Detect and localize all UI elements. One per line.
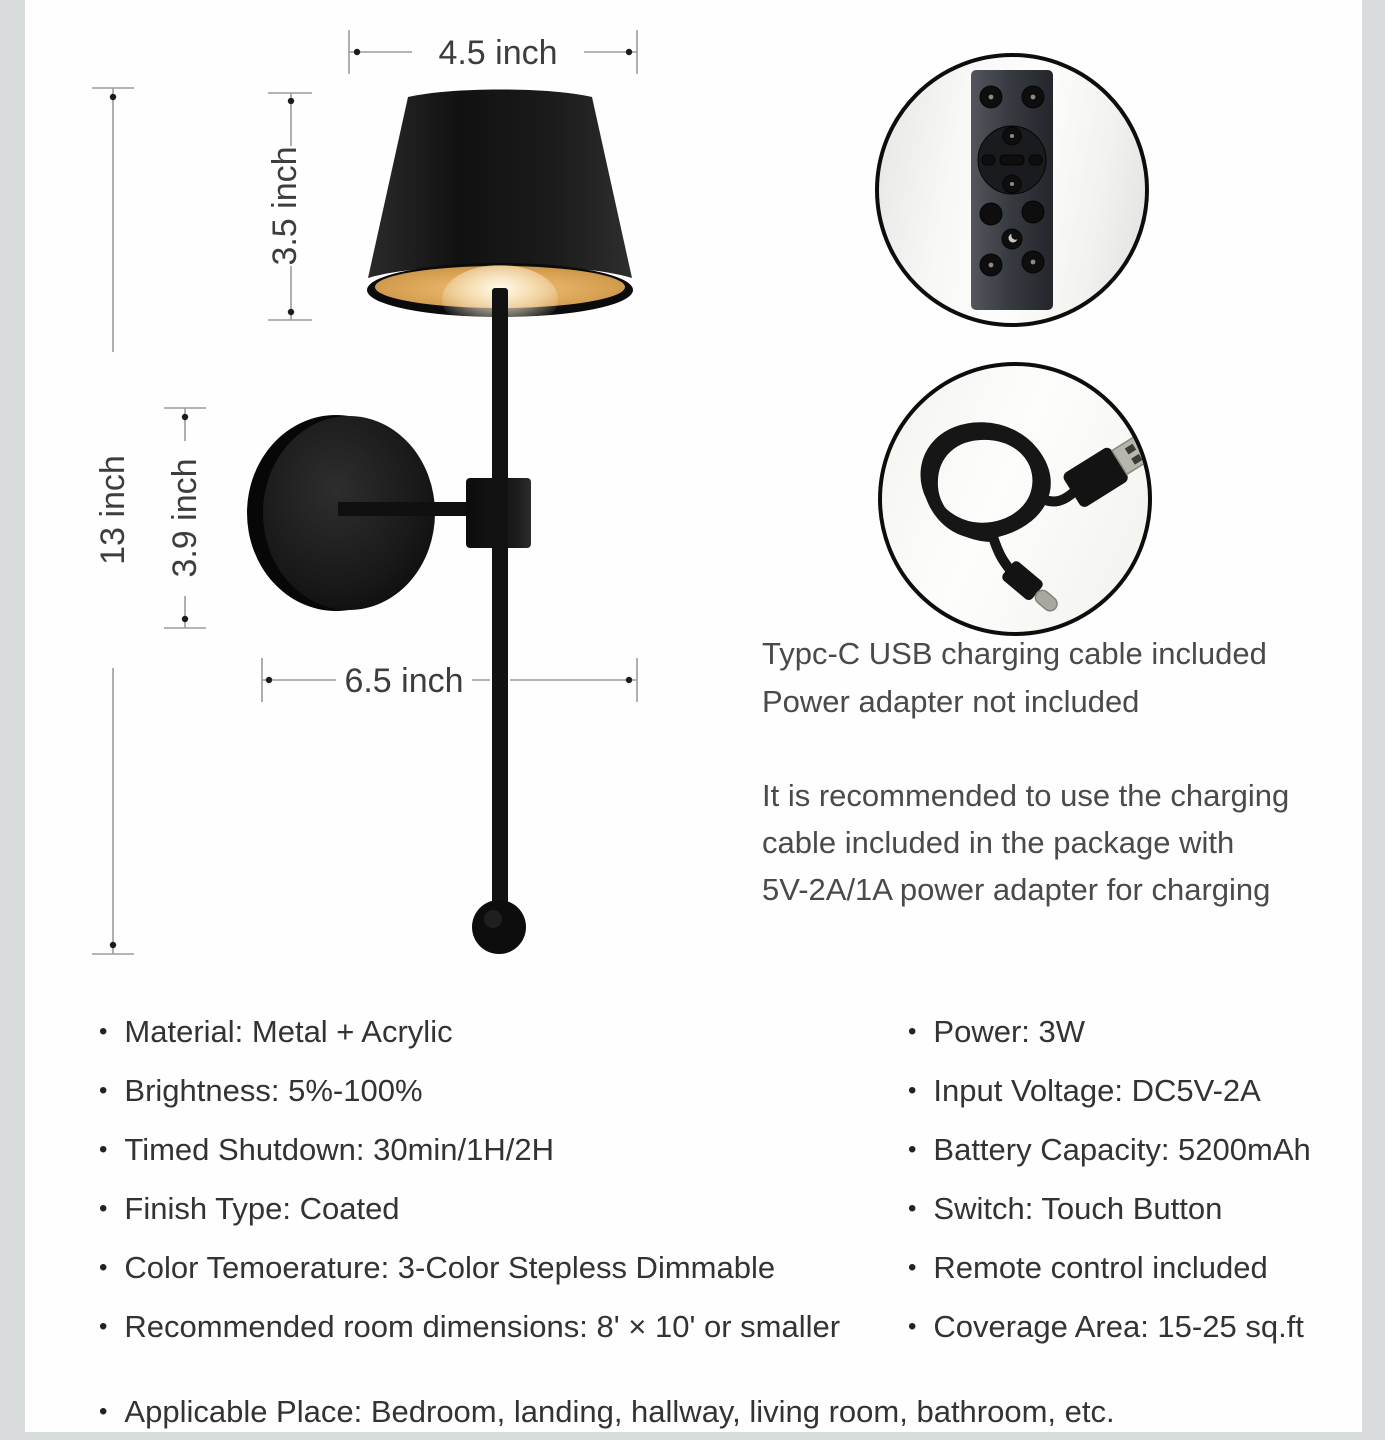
wall-sconce-lamp: [247, 90, 633, 955]
spec-item: [99, 1073, 840, 1108]
charging-note-line1: It is recommended to use the charging: [762, 778, 1290, 813]
spec-list-right: [908, 1014, 1311, 1368]
bullet-icon: •: [908, 1313, 917, 1340]
spec-applicable-place: [99, 1394, 1115, 1429]
remote-control-photo: [875, 53, 1149, 327]
bullet-icon: •: [908, 1254, 917, 1281]
charging-note-line3: 5V-2A/1A power adapter for charging: [762, 872, 1271, 907]
dimension-label-shade-height: 3.5 inch: [266, 146, 304, 266]
spec-item: [908, 1309, 1311, 1344]
usb-cable-illustration: [882, 366, 1148, 632]
remote-control-illustration: [879, 57, 1145, 323]
spec-text: Material: Metal + Acrylic: [124, 1014, 453, 1049]
usb-cable-photo: [878, 362, 1152, 636]
spec-text: Recommended room dimensions: 8' × 10' or smaller: [124, 1309, 841, 1344]
bullet-icon: •: [908, 1136, 917, 1163]
spec-item: [908, 1132, 1311, 1167]
spec-item: [908, 1191, 1311, 1226]
bullet-icon: •: [908, 1077, 917, 1104]
spec-text: Input Voltage: DC5V-2A: [933, 1073, 1261, 1108]
charging-caption-line1: Typc-C USB charging cable included: [762, 636, 1267, 671]
spec-item: [99, 1132, 840, 1167]
bullet-icon: •: [99, 1077, 108, 1104]
spec-text: Power: 3W: [933, 1014, 1086, 1049]
spec-text: Remote control included: [933, 1250, 1268, 1285]
lamp-shade: [368, 90, 632, 279]
spec-text: Brightness: 5%-100%: [124, 1073, 423, 1108]
dimension-label-arm-width: 6.5 inch: [344, 662, 464, 700]
charging-caption-line2: Power adapter not included: [762, 684, 1140, 719]
dimension-label-plate-height: 3.9 inch: [166, 458, 204, 578]
spec-item: [99, 1309, 840, 1344]
spec-text: Coverage Area: 15-25 sq.ft: [933, 1309, 1304, 1344]
bullet-icon: •: [908, 1018, 917, 1045]
bullet-icon: •: [99, 1313, 108, 1340]
usb-c-connector: [1000, 559, 1063, 617]
bullet-icon: •: [99, 1398, 108, 1425]
bullet-icon: •: [99, 1136, 108, 1163]
spec-item: [908, 1014, 1311, 1049]
charging-caption: [762, 630, 1267, 726]
bullet-icon: •: [908, 1195, 917, 1222]
spec-list-left: [99, 1014, 840, 1368]
lamp-pole: [492, 288, 508, 918]
spec-text: Finish Type: Coated: [124, 1191, 400, 1226]
bullet-icon: •: [99, 1018, 108, 1045]
spec-text: Timed Shutdown: 30min/1H/2H: [124, 1132, 555, 1167]
lamp-dimension-diagram: [0, 0, 760, 980]
charging-note: [762, 772, 1289, 913]
lamp-arm: [338, 502, 472, 516]
spec-item: [99, 1014, 840, 1049]
spec-text: Applicable Place: Bedroom, landing, hallway, living room, bathroom, etc.: [124, 1394, 1115, 1429]
bullet-icon: •: [99, 1195, 108, 1222]
spec-text: Switch: Touch Button: [933, 1191, 1223, 1226]
spec-text: Color Temoerature: 3-Color Stepless Dimmable: [124, 1250, 776, 1285]
spec-text: Battery Capacity: 5200mAh: [933, 1132, 1311, 1167]
spec-item: [99, 1250, 840, 1285]
bottom-border-strip: [0, 1432, 1385, 1440]
right-border-strip: [1362, 0, 1385, 1440]
dimension-label-shade-width: 4.5 inch: [438, 34, 558, 72]
charging-note-line2: cable included in the package with: [762, 825, 1235, 860]
lamp-ball-finial: [472, 900, 526, 954]
spec-item: [908, 1073, 1311, 1108]
bullet-icon: •: [99, 1254, 108, 1281]
spec-item: [99, 1191, 840, 1226]
dimension-label-total-height: 13 inch: [94, 455, 132, 565]
spec-item: [908, 1250, 1311, 1285]
